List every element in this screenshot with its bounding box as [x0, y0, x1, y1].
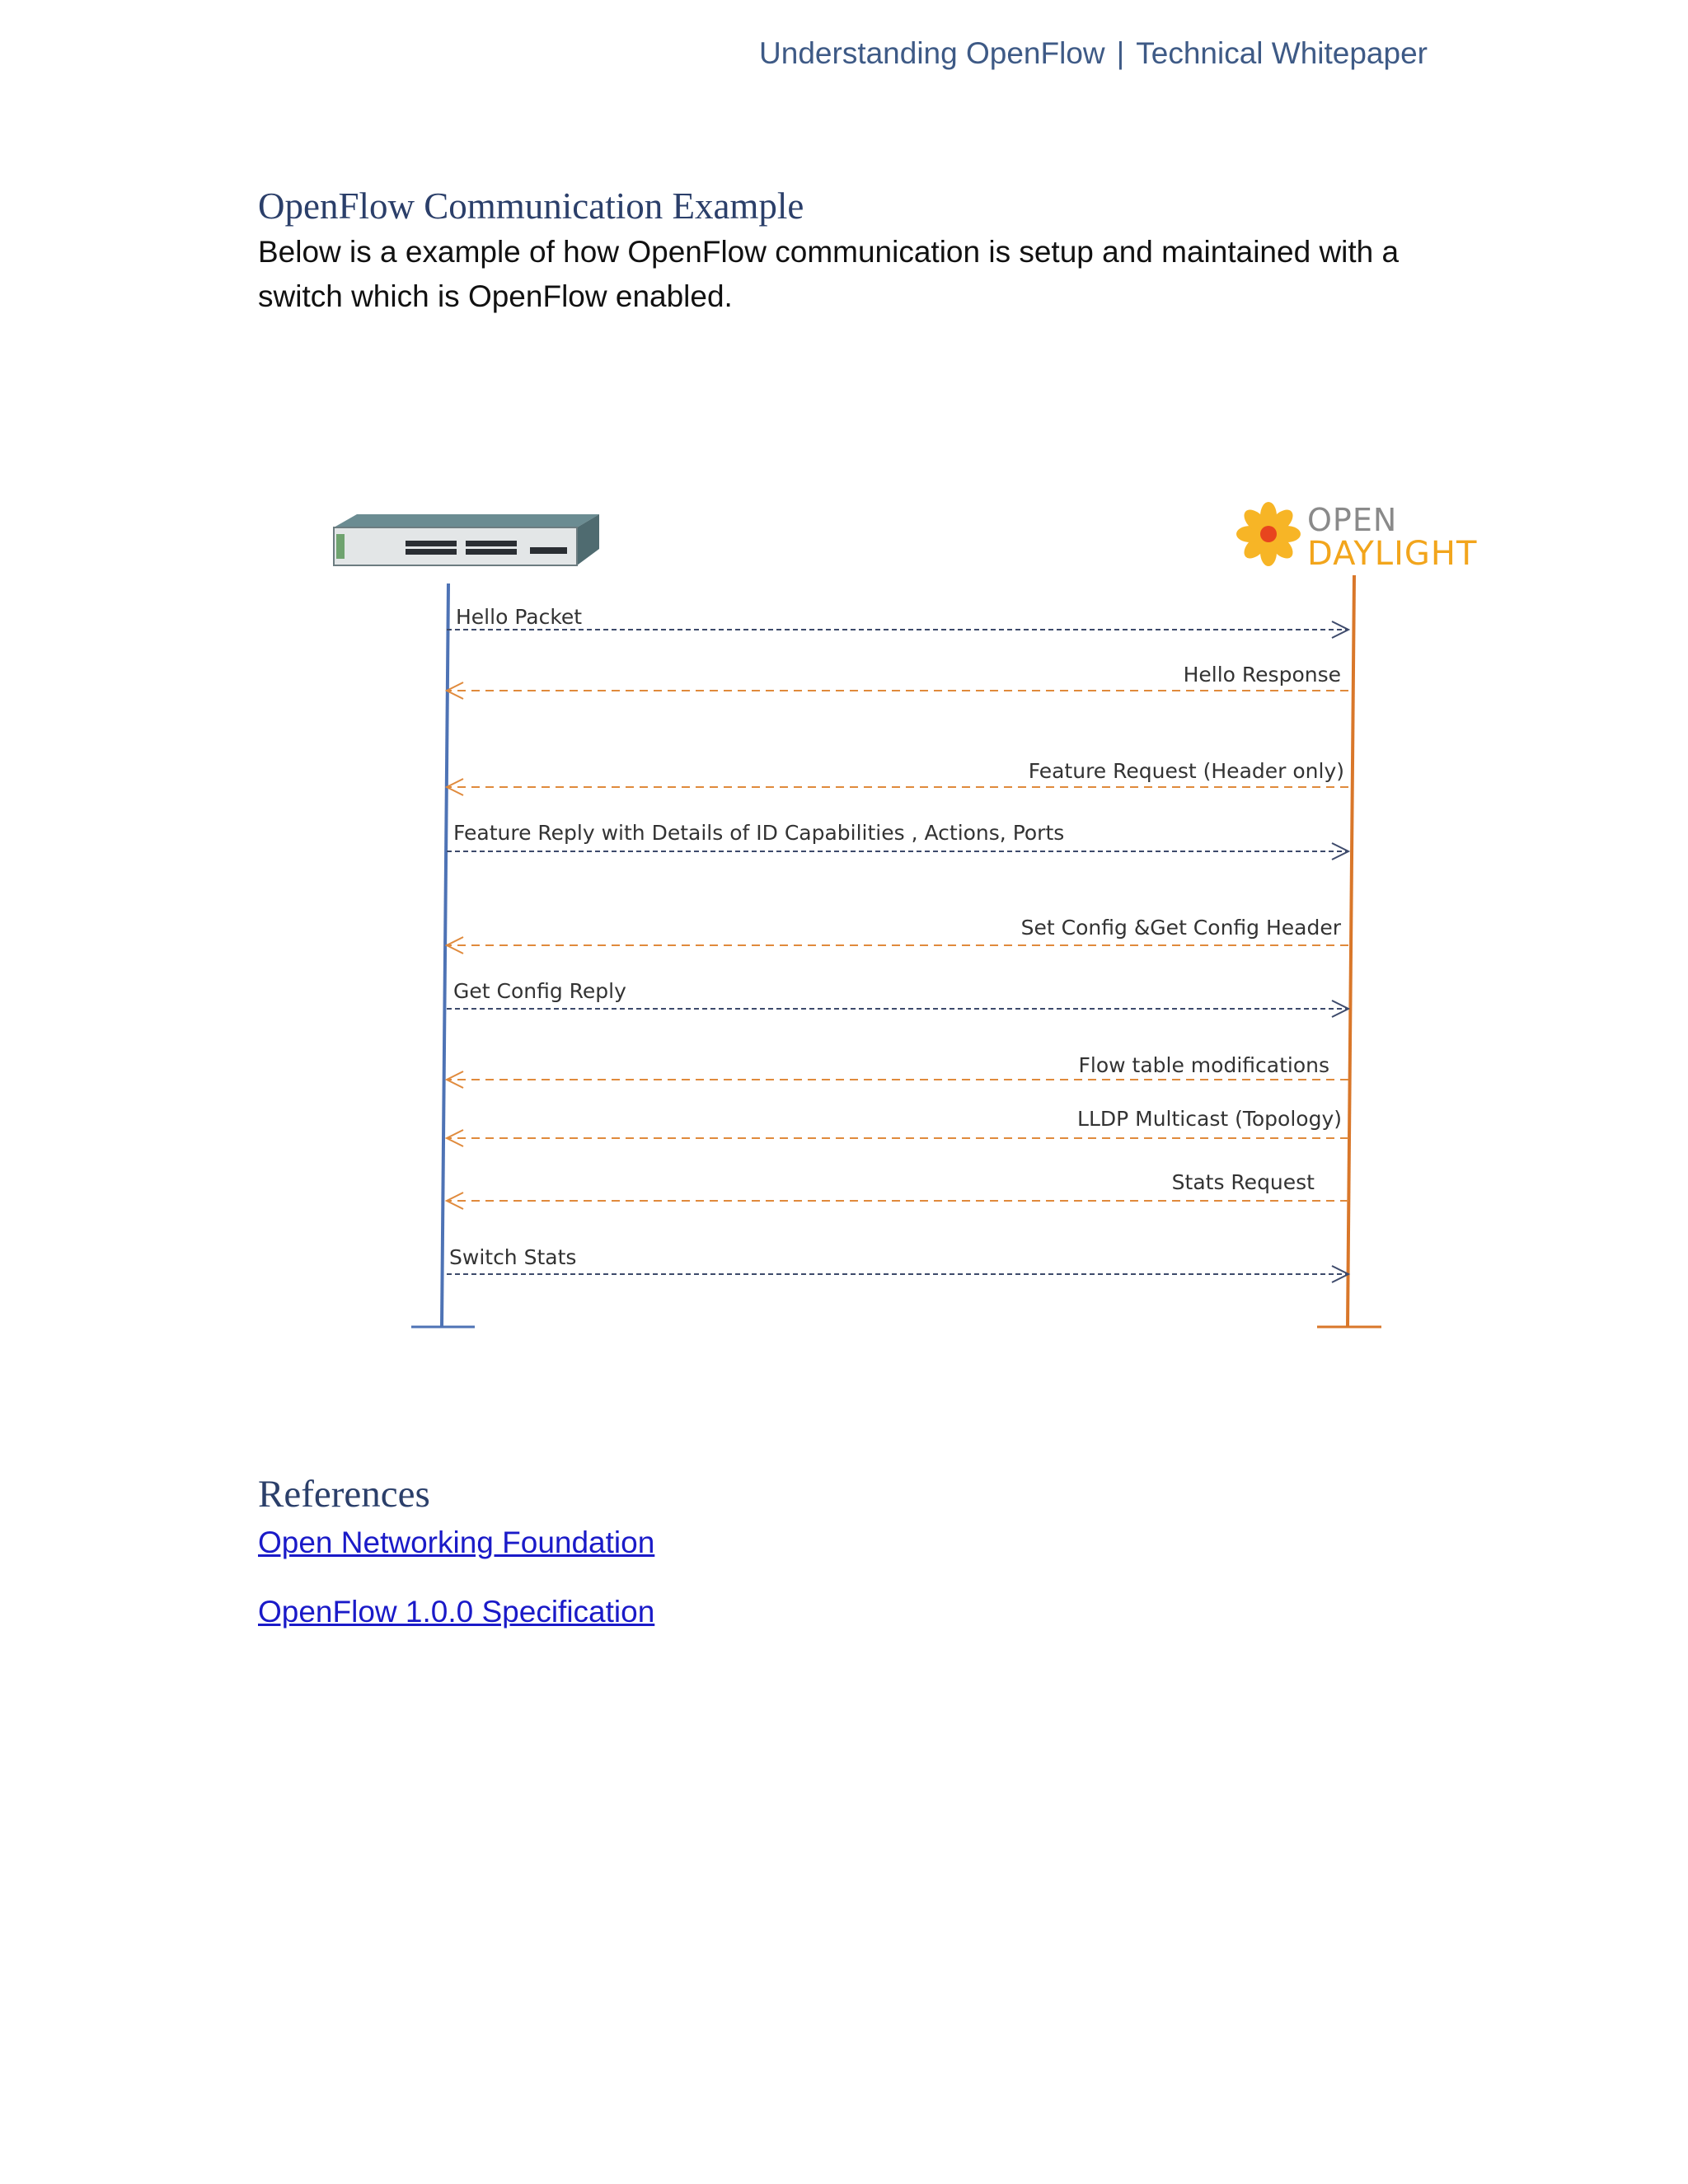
- message-label-lldp-multicast: LLDP Multicast (Topology): [1077, 1107, 1342, 1131]
- header-doc-title: Understanding OpenFlow: [759, 36, 1105, 70]
- reference-link-onf[interactable]: Open Networking Foundation: [258, 1526, 655, 1559]
- message-label-stats-request: Stats Request: [1171, 1170, 1315, 1194]
- network-switch-image: [334, 514, 599, 565]
- switch-lifeline: [442, 583, 448, 1327]
- message-label-set-config: Set Config &Get Config Header: [1020, 916, 1341, 940]
- message-label-feature-request: Feature Request (Header only): [1028, 759, 1344, 783]
- message-label-get-config-reply: Get Config Reply: [453, 979, 626, 1003]
- intro-paragraph: Below is a example of how OpenFlow communication is setup and maintained with a switch which is OpenFlow enabled.: [258, 235, 1400, 313]
- reference-link-openflow-spec[interactable]: OpenFlow 1.0.0 Specification: [258, 1595, 655, 1629]
- logo-wordmark-open: OPEN: [1307, 502, 1398, 538]
- section-title-openflow-example: OpenFlow Communication Example: [258, 185, 804, 227]
- logo-wordmark-daylight: DAYLIGHT: [1307, 535, 1478, 573]
- message-label-flow-table-mods: Flow table modifications: [1078, 1053, 1329, 1077]
- message-label-feature-reply: Feature Reply with Details of ID Capabilities , Actions, Ports: [453, 821, 1065, 845]
- message-label-switch-stats: Switch Stats: [449, 1245, 577, 1269]
- section-title-references: References: [258, 1473, 430, 1516]
- header-doc-type: Technical Whitepaper: [1136, 36, 1428, 70]
- message-label-hello-packet: Hello Packet: [456, 605, 583, 629]
- message-label-hello-response: Hello Response: [1183, 663, 1341, 687]
- logo-center: [1260, 526, 1277, 542]
- opendaylight-logo-icon: [1236, 502, 1301, 566]
- controller-lifeline: [1348, 575, 1354, 1327]
- header-separator: |: [1116, 36, 1125, 70]
